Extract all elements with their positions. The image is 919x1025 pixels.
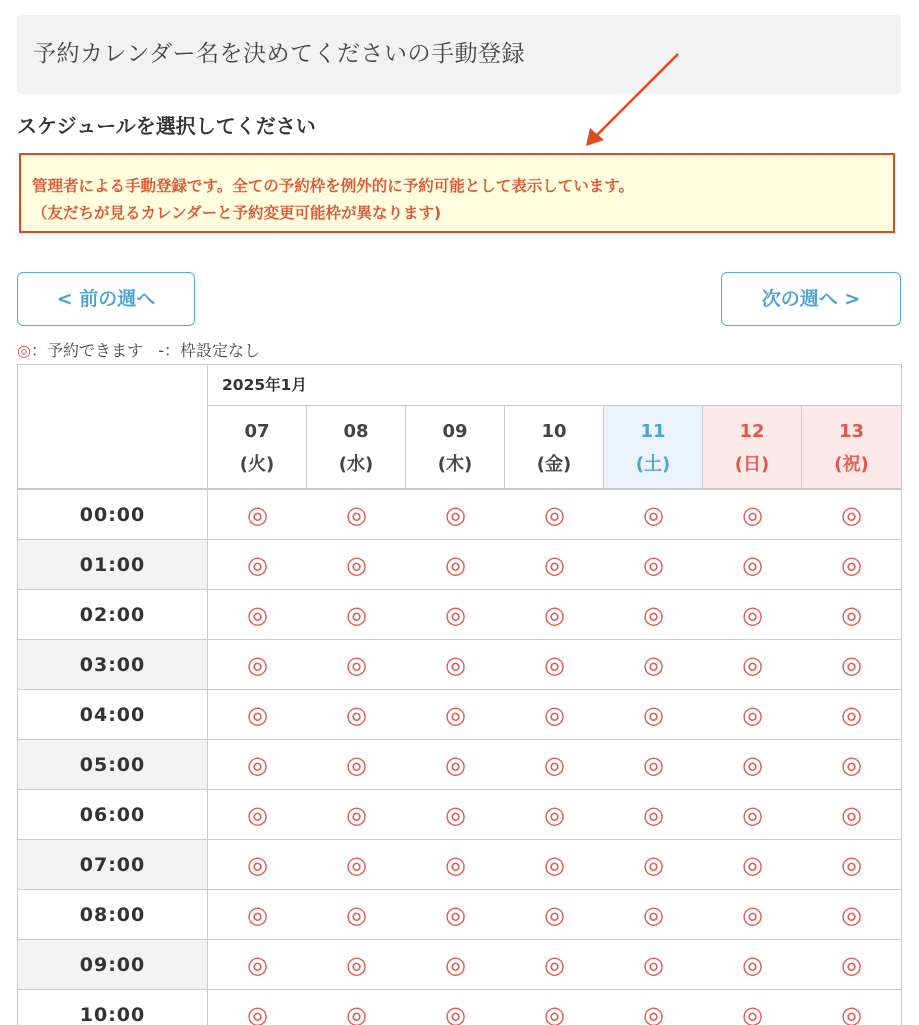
available-slot[interactable]: ◎ [841,751,862,779]
time-row [18,940,901,990]
available-slot[interactable]: ◎ [544,701,565,729]
available-slot[interactable]: ◎ [643,901,664,929]
time-label: 10:00 [18,990,208,1025]
available-slot[interactable]: ◎ [841,951,862,979]
available-slot[interactable]: ◎ [346,851,367,879]
available-slot[interactable]: ◎ [445,601,466,629]
available-slot[interactable]: ◎ [445,751,466,779]
time-row [18,990,901,1025]
month-label: 2025年1月 [222,376,307,394]
time-row [18,890,901,940]
time-row [18,590,901,640]
available-slot[interactable]: ◎ [742,951,763,979]
time-label: 04:00 [18,690,208,739]
available-slot[interactable]: ◎ [247,901,268,929]
available-slot[interactable]: ◎ [643,601,664,629]
available-slot[interactable]: ◎ [841,851,862,879]
calendar-corner [18,365,208,490]
legend [17,338,260,361]
time-label: 00:00 [18,490,208,539]
available-slot[interactable]: ◎ [841,651,862,679]
time-label: 08:00 [18,890,208,939]
available-slot[interactable]: ◎ [742,851,763,879]
available-slot[interactable]: ◎ [445,901,466,929]
time-label: 05:00 [18,740,208,789]
available-slot[interactable]: ◎ [841,901,862,929]
available-slot[interactable]: ◎ [346,951,367,979]
time-label: 06:00 [18,790,208,839]
schedule-select-heading: スケジュールを選択してください [17,114,316,138]
available-slot[interactable]: ◎ [643,1001,664,1025]
day-header [406,406,505,490]
available-slot[interactable]: ◎ [247,651,268,679]
available-slot[interactable]: ◎ [346,551,367,579]
available-slot[interactable]: ◎ [445,1001,466,1025]
available-slot[interactable]: ◎ [544,951,565,979]
available-slot[interactable]: ◎ [445,501,466,529]
available-slot[interactable]: ◎ [544,1001,565,1025]
available-slot[interactable]: ◎ [544,801,565,829]
available-slot[interactable]: ◎ [346,651,367,679]
admin-notice [19,153,895,233]
available-slot[interactable]: ◎ [346,701,367,729]
available-slot[interactable]: ◎ [544,551,565,579]
available-slot[interactable]: ◎ [346,901,367,929]
time-row [18,790,901,840]
available-slot[interactable]: ◎ [445,801,466,829]
day-date: 08 [343,421,369,442]
available-slot[interactable]: ◎ [247,501,268,529]
available-slot[interactable]: ◎ [841,601,862,629]
available-slot[interactable]: ◎ [643,801,664,829]
available-slot[interactable]: ◎ [643,551,664,579]
day-date: 09 [442,421,468,442]
available-slot[interactable]: ◎ [742,1001,763,1025]
legend-available-text: ：予約できます [30,341,143,360]
time-label: 03:00 [18,640,208,689]
day-weekday: (火) [239,454,275,475]
time-row [18,690,901,740]
available-slot[interactable]: ◎ [643,701,664,729]
next-week-button[interactable]: 次の週へ > [721,272,901,326]
available-slot[interactable]: ◎ [643,951,664,979]
available-slot[interactable]: ◎ [643,501,664,529]
time-label: 01:00 [18,540,208,589]
time-label: 07:00 [18,840,208,889]
available-slot[interactable]: ◎ [841,801,862,829]
available-slot[interactable]: ◎ [742,501,763,529]
available-slot[interactable]: ◎ [742,751,763,779]
available-slot[interactable]: ◎ [346,601,367,629]
day-date: 10 [541,421,567,442]
available-slot[interactable]: ◎ [247,601,268,629]
day-header [505,406,604,490]
available-slot[interactable]: ◎ [742,601,763,629]
available-slot[interactable]: ◎ [346,801,367,829]
month-header [208,365,901,406]
available-slot[interactable]: ◎ [742,651,763,679]
available-slot[interactable]: ◎ [445,701,466,729]
available-slot[interactable]: ◎ [445,651,466,679]
available-slot[interactable]: ◎ [247,751,268,779]
available-slot[interactable]: ◎ [247,851,268,879]
time-row [18,840,901,890]
available-slot[interactable]: ◎ [445,551,466,579]
day-weekday: (木) [437,454,473,475]
day-header [307,406,406,490]
available-slot[interactable]: ◎ [643,651,664,679]
time-row [18,540,901,590]
day-header [604,406,703,490]
available-slot[interactable]: ◎ [742,801,763,829]
day-header [703,406,802,490]
available-slot[interactable]: ◎ [742,701,763,729]
available-slot[interactable]: ◎ [841,551,862,579]
available-slot[interactable]: ◎ [544,851,565,879]
available-slot[interactable]: ◎ [544,901,565,929]
time-row [18,490,901,540]
day-date: 13 [838,421,865,442]
day-header [802,406,901,490]
day-date: 12 [739,421,765,442]
day-weekday: (祝) [834,454,869,475]
time-row [18,740,901,790]
available-slot[interactable]: ◎ [841,501,862,529]
page-header [17,15,901,94]
page-title: 予約カレンダー名を決めてくださいの手動登録 [33,41,526,67]
day-date: 11 [640,421,666,442]
available-slot[interactable]: ◎ [247,801,268,829]
available-slot[interactable]: ◎ [742,901,763,929]
notice-line-1: 管理者による手動登録です。全ての予約枠を例外的に予約可能として表示しています。 [32,177,635,195]
available-slot[interactable]: ◎ [247,551,268,579]
available-mark-icon: ◎ [17,341,31,360]
available-slot[interactable]: ◎ [841,701,862,729]
available-slot[interactable]: ◎ [346,501,367,529]
available-slot[interactable]: ◎ [247,1001,268,1025]
legend-none-text: -：枠設定なし [158,341,261,360]
day-weekday: (金) [536,454,572,475]
day-weekday: (土) [635,454,671,475]
day-date: 07 [244,421,270,442]
available-slot[interactable]: ◎ [346,1001,367,1025]
available-slot[interactable]: ◎ [544,601,565,629]
available-slot[interactable]: ◎ [544,751,565,779]
available-slot[interactable]: ◎ [247,951,268,979]
day-weekday: (水) [338,454,374,475]
available-slot[interactable]: ◎ [247,701,268,729]
available-slot[interactable]: ◎ [445,851,466,879]
time-label: 02:00 [18,590,208,639]
available-slot[interactable]: ◎ [643,851,664,879]
time-row [18,640,901,690]
available-slot[interactable]: ◎ [544,651,565,679]
available-slot[interactable]: ◎ [841,1001,862,1025]
available-slot[interactable]: ◎ [643,751,664,779]
schedule-calendar [17,364,902,1025]
available-slot[interactable]: ◎ [445,951,466,979]
day-header [208,406,307,490]
notice-line-2: （友だちが見るカレンダーと予約変更可能枠が異なります) [32,204,442,222]
time-label: 09:00 [18,940,208,989]
available-slot[interactable]: ◎ [346,751,367,779]
available-slot[interactable]: ◎ [742,551,763,579]
available-slot[interactable]: ◎ [544,501,565,529]
prev-week-button[interactable]: < 前の週へ [17,272,195,326]
day-weekday: (日) [734,454,770,475]
